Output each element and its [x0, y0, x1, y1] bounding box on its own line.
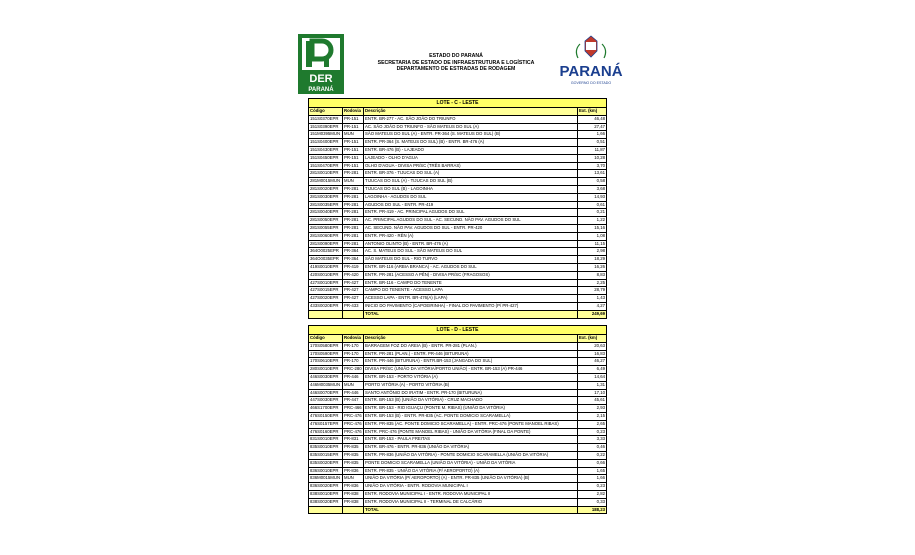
cell-road: PR-446 — [343, 389, 364, 397]
cell-code: 831S0010EPR — [309, 436, 343, 444]
cell-road: PRC-476 — [343, 428, 364, 436]
cell-road: PR-151 — [343, 146, 364, 154]
cell-extension: 46,27 — [578, 358, 607, 366]
cell-road: PR-364 — [343, 256, 364, 264]
cell-road: PR-170 — [343, 350, 364, 358]
cell-code: 427S0010EPR — [309, 279, 343, 287]
lote-d-table — [308, 325, 607, 514]
table-row — [309, 483, 607, 491]
cell-extension: 20,63 — [578, 342, 607, 350]
col-header-description: Descrição — [364, 108, 578, 116]
cell-code: 427S0020EPR — [309, 295, 343, 303]
cell-description: ENTR. PR-835 (AC. PONTE DOMICIO SCARAMELLA) - ENTR. PRC-476 (PONTE MANOEL RIBAS) — [364, 420, 578, 428]
cell-empty — [343, 310, 364, 318]
cell-description: ENTR. BR-153 - RIO IGUAÇU (PONTE M. RIBAS) (UNIÃO DA VITÓRIA) — [364, 405, 578, 413]
cell-extension: 0,66 — [578, 459, 607, 467]
der-logo-sub: PARANÁ — [308, 87, 334, 93]
table-row — [309, 381, 607, 389]
cell-description: ACESSO LAPA - ENTR. BR-476(A) (LAPA) — [364, 295, 578, 303]
cell-code: 281S0035EPR — [309, 201, 343, 209]
cell-road: MUN — [343, 131, 364, 139]
table-row — [309, 123, 607, 131]
table-row — [309, 412, 607, 420]
table-row — [309, 397, 607, 405]
table-row — [309, 389, 607, 397]
cell-road: PR-281 — [343, 201, 364, 209]
cell-road: PR-281 — [343, 232, 364, 240]
cell-description: PONTE DOMICIO SCARAMELLA (UNIÃO DA VITÓRIA) - UNIÃO DA VITÓRIA — [364, 459, 578, 467]
total-label: TOTAL — [364, 310, 578, 318]
header-line-state: ESTADO DO PARANÁ — [429, 53, 483, 59]
cell-road: PR-836 — [343, 483, 364, 491]
cell-road: PR-838 — [343, 490, 364, 498]
total-value: 249,69 — [578, 310, 607, 318]
cell-extension: 1,66 — [578, 131, 607, 139]
cell-extension: 46,48 — [578, 115, 607, 123]
cell-code: 170S0610EPR — [309, 358, 343, 366]
table-row — [309, 302, 607, 310]
cell-description: ANTONIO OLINTO (B) - ENTR. BR-476 (A) — [364, 240, 578, 248]
cell-code: 281S0030EPR — [309, 193, 343, 201]
table-row — [309, 366, 607, 374]
parana-logo-text: PARANÁ — [559, 63, 623, 80]
cell-road: MUN — [343, 381, 364, 389]
cell-extension: 1,66 — [578, 475, 607, 483]
cell-extension: 3,33 — [578, 436, 607, 444]
cell-road: PR-419 — [343, 263, 364, 271]
cell-road: PR-170 — [343, 342, 364, 350]
lote-c-title: LOTE - C - LESTE — [309, 99, 607, 108]
cell-extension: 13,61 — [578, 170, 607, 178]
cell-extension: 27,47 — [578, 123, 607, 131]
cell-extension: 16,83 — [578, 350, 607, 358]
table-row — [309, 240, 607, 248]
cell-code: 151M0395MUN — [309, 131, 343, 139]
cell-code: 476S0150EPR — [309, 412, 343, 420]
cell-extension: 17,10 — [578, 389, 607, 397]
table-row — [309, 263, 607, 271]
table-row — [309, 146, 607, 154]
cell-extension: 11,15 — [578, 240, 607, 248]
cell-description: LAJEADO - OLHO D'AGUA — [364, 154, 578, 162]
cell-road: PR-420 — [343, 271, 364, 279]
cell-extension: 1,43 — [578, 295, 607, 303]
cell-road: PR-447 — [343, 397, 364, 405]
cell-road: PR-151 — [343, 123, 364, 131]
cell-extension: 28,79 — [578, 287, 607, 295]
cell-description: CAMPO DO TENENTE - ACESSO LAPA — [364, 287, 578, 295]
cell-description: SÃO MATEUS DO SUL (A) - ENTR. PR-364 (S. MATEUS DO SUL) (B) — [364, 131, 578, 139]
cell-description: ENTR. BR-376 - TIJUCAS DO SUL (A) — [364, 170, 578, 178]
table-row — [309, 170, 607, 178]
total-value: 188,23 — [578, 506, 607, 514]
cell-extension: 0,23 — [578, 428, 607, 436]
table-row — [309, 256, 607, 264]
cell-road: PR-281 — [343, 170, 364, 178]
cell-code: 281S0020EPR — [309, 185, 343, 193]
cell-description: TIJUCAS DO SUL (A) - TIJUCAS DO SUL (B) — [364, 178, 578, 186]
cell-code: 281S0090EPR — [309, 240, 343, 248]
table-row — [309, 373, 607, 381]
cell-code: 151S0470EPR — [309, 162, 343, 170]
cell-description: PORTO VITÓRIA (A) - PORTO VITÓRIA (B) — [364, 381, 578, 389]
cell-description: UNIÃO DA VITÓRIA - ENTR. RODOVIA MUNICIPAL I — [364, 483, 578, 491]
total-label: TOTAL — [364, 506, 578, 514]
cell-empty — [309, 506, 343, 514]
cell-extension: 3,70 — [578, 162, 607, 170]
cell-road: PR-281 — [343, 240, 364, 248]
cell-description: SANTO ANTÔNIO DO IRATIM - ENTR. PR-170 (BITURUNA) — [364, 389, 578, 397]
cell-description: LAGOINHA - AGUDOS DO SUL — [364, 193, 578, 201]
cell-extension: 2,25 — [578, 279, 607, 287]
cell-road: MUN — [343, 178, 364, 186]
table-row — [309, 405, 607, 413]
col-header-extension: Ext. (km) — [578, 108, 607, 116]
cell-description: AGUDOS DO SUL - ENTR. PR-419 — [364, 201, 578, 209]
cell-extension: 1,31 — [578, 381, 607, 389]
cell-extension: 4,27 — [578, 302, 607, 310]
parana-coat-of-arms-icon — [576, 36, 605, 58]
cell-road: PR-835 — [343, 459, 364, 467]
cell-road: PR-427 — [343, 279, 364, 287]
cell-description: ENTR. PR-364 (S. MATEUS DO SUL) (B) - ENTR. BR-476 (A) — [364, 139, 578, 147]
cell-extension: 2,98 — [578, 248, 607, 256]
col-header-extension: Ext. (km) — [578, 335, 607, 343]
cell-code: 364O0025EPR — [309, 248, 343, 256]
cell-code: 838S0010EPR — [309, 490, 343, 498]
total-row — [309, 506, 607, 514]
cell-description: ENTR. BR-153 - PORTO VITÓRIA (A) — [364, 373, 578, 381]
table-row — [309, 178, 607, 186]
table-row — [309, 193, 607, 201]
cell-description: ENTR. PR-281 (PLAN.) - ENTR. PR-446 (BITURUNA) — [364, 350, 578, 358]
cell-road: PR-427 — [343, 287, 364, 295]
cell-description: ENTR. PR-419 - AC. PRINCIPAL AGUDOS DO SUL — [364, 209, 578, 217]
col-header-code: Código — [309, 335, 343, 343]
cell-description: OLHO D'AGUA - DIVISA PR/SC (TRÊS BARRAS) — [364, 162, 578, 170]
col-header-description: Descrição — [364, 335, 578, 343]
cell-extension: 0,22 — [578, 451, 607, 459]
table-row — [309, 131, 607, 139]
cell-description: AC. SECUND. NÃO PAV. AGUDOS DO SUL - ENTR. PR-420 — [364, 224, 578, 232]
cell-extension: 6,49 — [578, 366, 607, 374]
cell-extension: 8,83 — [578, 271, 607, 279]
cell-code: 281S0060EPR — [309, 232, 343, 240]
cell-code: 476S0157EPR — [309, 420, 343, 428]
header-line-department: DEPARTAMENTO DE ESTRADAS DE RODAGEM — [396, 66, 516, 73]
cell-road: PRC-466 — [343, 405, 364, 413]
cell-road: PR-446 — [343, 373, 364, 381]
table-row — [309, 420, 607, 428]
cell-description: SÃO MATEUS DO SUL - RIO TURVO — [364, 256, 578, 264]
table-row — [309, 475, 607, 483]
cell-code: 170S0590EPR — [309, 350, 343, 358]
cell-code: 836M0015MUN — [309, 475, 343, 483]
cell-code: 151S0430EPR — [309, 146, 343, 154]
cell-road: PR-836 — [343, 467, 364, 475]
cell-description: ENTR. BR-153 - PAULA FREITAS — [364, 436, 578, 444]
table-row — [309, 217, 607, 225]
table-row — [309, 232, 607, 240]
table-row — [309, 287, 607, 295]
cell-extension: 14,93 — [578, 193, 607, 201]
cell-road: PR-151 — [343, 115, 364, 123]
cell-code: 446S0030EPR — [309, 373, 343, 381]
cell-description: DIVISA PR/SC (UNIÃO DA VITÓRIA/PORTO UNIÃO) - ENTR. BR-153 (A) PR-446 — [364, 366, 578, 374]
table-row — [309, 467, 607, 475]
table-row — [309, 154, 607, 162]
table-row — [309, 436, 607, 444]
cell-road: PR-364 — [343, 248, 364, 256]
cell-code: 280S0010EPR — [309, 366, 343, 374]
cell-extension: 0,51 — [578, 139, 607, 147]
cell-description: AC. SÃO JOÃO DO TRIUNFO - SÃO MATEUS DO SUL (A) — [364, 123, 578, 131]
cell-code: 364O0035EPR — [309, 256, 343, 264]
cell-description: ENTR. BR-277 - AC. SÃO JOÃO DO TRIUNFO — [364, 115, 578, 123]
cell-extension: 1,65 — [578, 467, 607, 475]
der-logo-text: DER — [309, 73, 333, 85]
cell-code: 281S0050EPR — [309, 217, 343, 225]
cell-code: 433S0020EPR — [309, 302, 343, 310]
cell-road: PR-838 — [343, 498, 364, 506]
cell-code: 838S0020EPR — [309, 498, 343, 506]
cell-road: PR-151 — [343, 162, 364, 170]
cell-road: PR-151 — [343, 154, 364, 162]
cell-road: PR-433 — [343, 302, 364, 310]
cell-road: PR-835 — [343, 451, 364, 459]
cell-road: PR-281 — [343, 224, 364, 232]
table-row — [309, 451, 607, 459]
cell-road: PR-281 — [343, 209, 364, 217]
cell-code: 281S0040EPR — [309, 209, 343, 217]
cell-code: 151S0400EPR — [309, 139, 343, 147]
cell-description: AC. PRINCIPAL AGUDOS DO SUL - AC. SECUND. NÃO PAV. AGUDOS DO SUL — [364, 217, 578, 225]
cell-description: ENTR. PR-446 (BITURUNA) - ENTR.BR-153 (JANGADA DO SUL) — [364, 358, 578, 366]
cell-extension: 10,28 — [578, 154, 607, 162]
cell-description: BARRAGEM FOZ DO AREIA (B) - ENTR. PR-281 (PLAN.) — [364, 342, 578, 350]
cell-extension: 3,68 — [578, 185, 607, 193]
cell-code: 476S0160EPR — [309, 428, 343, 436]
cell-extension: 15,16 — [578, 224, 607, 232]
table-row — [309, 498, 607, 506]
cell-code: 835S0020EPR — [309, 459, 343, 467]
table-row — [309, 139, 607, 147]
cell-extension: 0,58 — [578, 178, 607, 186]
cell-description: ENTR. BR-476 (B) - LAJEADO — [364, 146, 578, 154]
cell-extension: 0,21 — [578, 209, 607, 217]
col-header-road: Rodovia — [343, 335, 364, 343]
table-row — [309, 459, 607, 467]
cell-road: PR-281 — [343, 193, 364, 201]
document-header — [358, 53, 554, 73]
table-row — [309, 162, 607, 170]
cell-description: ENTR. BR-116 (ARBIA BRANCA) - AC. AGUDOS DO SUL — [364, 263, 578, 271]
total-row — [309, 310, 607, 318]
table-row — [309, 342, 607, 350]
cell-road: PRC-476 — [343, 420, 364, 428]
cell-code: 466S1700EPR — [309, 405, 343, 413]
cell-code: 281S0010EPR — [309, 170, 343, 178]
cell-empty — [309, 310, 343, 318]
cell-description: ENTR. PR-281 (ACESSO A PÊN) - DIVISA PR/SC (FRAGOSOS) — [364, 271, 578, 279]
cell-extension: 2,65 — [578, 420, 607, 428]
table-row — [309, 185, 607, 193]
table-row — [309, 358, 607, 366]
cell-description: ENTR. PRC-476 (PONTE MANOEL RIBAS) - UNIÃO DA VITÓRIA (FINAL DA PONTE) — [364, 428, 578, 436]
cell-code: 446S0070EPR — [309, 389, 343, 397]
cell-description: ENTR. PR-420 - RÊN (A) — [364, 232, 578, 240]
cell-road: PR-831 — [343, 436, 364, 444]
cell-description: ENTR. BR-116 - CAMPO DO TENENTE — [364, 279, 578, 287]
cell-code: 427S0015EPR — [309, 287, 343, 295]
cell-code: 281S0055EPR — [309, 224, 343, 232]
parana-logo-sub: GOVERNO DO ESTADO — [570, 81, 612, 85]
cell-code: 420S0010EPR — [309, 271, 343, 279]
cell-road: PR-427 — [343, 295, 364, 303]
cell-description: ENTR. BR-153 (B) (UNIÃO DA VITÓRIA) - CRUZ MACHADO — [364, 397, 578, 405]
cell-road: PR-151 — [343, 139, 364, 147]
cell-code: 835S0010EPR — [309, 444, 343, 452]
table-row — [309, 209, 607, 217]
cell-description: AC. S. MATEUS DO SUL - SÃO MATEUS DO SUL — [364, 248, 578, 256]
table-row — [309, 248, 607, 256]
col-header-road: Rodovia — [343, 108, 364, 116]
cell-extension: 16,26 — [578, 263, 607, 271]
cell-extension: 2,82 — [578, 490, 607, 498]
cell-extension: 0,46 — [578, 444, 607, 452]
cell-extension: 45,61 — [578, 397, 607, 405]
der-logo — [298, 34, 344, 94]
cell-extension: 1,08 — [578, 232, 607, 240]
document-page — [288, 28, 628, 518]
cell-description: UNIÃO DA VITÓRIA (P/ AEROPORTO) (A) - ENTR. PR-835 (UNIÃO DA VITÓRIA) (B) — [364, 475, 578, 483]
cell-description: INICIO DO PAVIMENTO (CAPOEIRINHA) - FINAL DO PAVIMENTO (P/ PR-427) — [364, 302, 578, 310]
cell-code: 151S0390EPR — [309, 123, 343, 131]
cell-code: 170S0580EPR — [309, 342, 343, 350]
cell-extension: 0,23 — [578, 483, 607, 491]
cell-road: PRC-280 — [343, 366, 364, 374]
table-row — [309, 271, 607, 279]
lote-d-title: LOTE - D - LESTE — [309, 326, 607, 335]
table-row — [309, 444, 607, 452]
lote-c-table — [308, 98, 607, 319]
cell-extension: 2,93 — [578, 405, 607, 413]
cell-code: 835S0015EPR — [309, 451, 343, 459]
cell-road: PR-835 — [343, 444, 364, 452]
parana-government-logo — [558, 34, 624, 96]
cell-code: 447S0030EPR — [309, 397, 343, 405]
cell-empty — [343, 506, 364, 514]
cell-code: 151S0370EPR — [309, 115, 343, 123]
cell-description: ENTR. PR-836 (UNIÃO DA VITÓRIA) - PONTE DOMICIO SCARAMELLA (UNIÃO DA VITÓRIA) — [364, 451, 578, 459]
cell-description: ENTR. RODOVIA MUNICIPAL I - ENTR. RODOVIA MUNICIPAL II — [364, 490, 578, 498]
table-row — [309, 428, 607, 436]
table-row — [309, 295, 607, 303]
cell-description: ENTR. PR-835 - UNIÃO DA VITÓRIA (P/ AEROPORTO) (A) — [364, 467, 578, 475]
col-header-code: Código — [309, 108, 343, 116]
cell-code: 836S0020EPR — [309, 483, 343, 491]
table-row — [309, 224, 607, 232]
cell-extension: 14,64 — [578, 373, 607, 381]
cell-code: 281M0015MUN — [309, 178, 343, 186]
table-row — [309, 350, 607, 358]
cell-road: PR-170 — [343, 358, 364, 366]
table-row — [309, 201, 607, 209]
cell-road: PR-281 — [343, 217, 364, 225]
cell-extension: 18,29 — [578, 256, 607, 264]
cell-description: ENTR. BR-476 - ENTR. PR-836 (UNIÃO DA VITÓRIA) — [364, 444, 578, 452]
cell-code: 419S0010EPR — [309, 263, 343, 271]
cell-code: 151S0450EPR — [309, 154, 343, 162]
table-row — [309, 490, 607, 498]
cell-extension: 11,87 — [578, 146, 607, 154]
cell-code: 836S0010EPR — [309, 467, 343, 475]
table-row — [309, 279, 607, 287]
cell-extension: 0,33 — [578, 498, 607, 506]
cell-code: 446M0035MUN — [309, 381, 343, 389]
cell-road: MUN — [343, 475, 364, 483]
cell-extension: 2,15 — [578, 412, 607, 420]
cell-description: ENTR. BR-153 (B) - ENTR. PR-835 (AC. PONTE DOMICIO SCARAMELLA) — [364, 412, 578, 420]
cell-road: PRC-476 — [343, 412, 364, 420]
cell-description: ENTR. RODOVIA MUNICIPAL II - TERMINAL DE CALCÁRIO — [364, 498, 578, 506]
table-row — [309, 115, 607, 123]
header-line-secretariat: SECRETARIA DE ESTADO DE INFRAESTRUTURA E LOGÍSTICA — [377, 59, 535, 66]
cell-road: PR-281 — [343, 185, 364, 193]
cell-extension: 1,22 — [578, 217, 607, 225]
cell-description: TIJUCAS DO SUL (B) - LAGOINHA — [364, 185, 578, 193]
cell-extension: 0,61 — [578, 201, 607, 209]
